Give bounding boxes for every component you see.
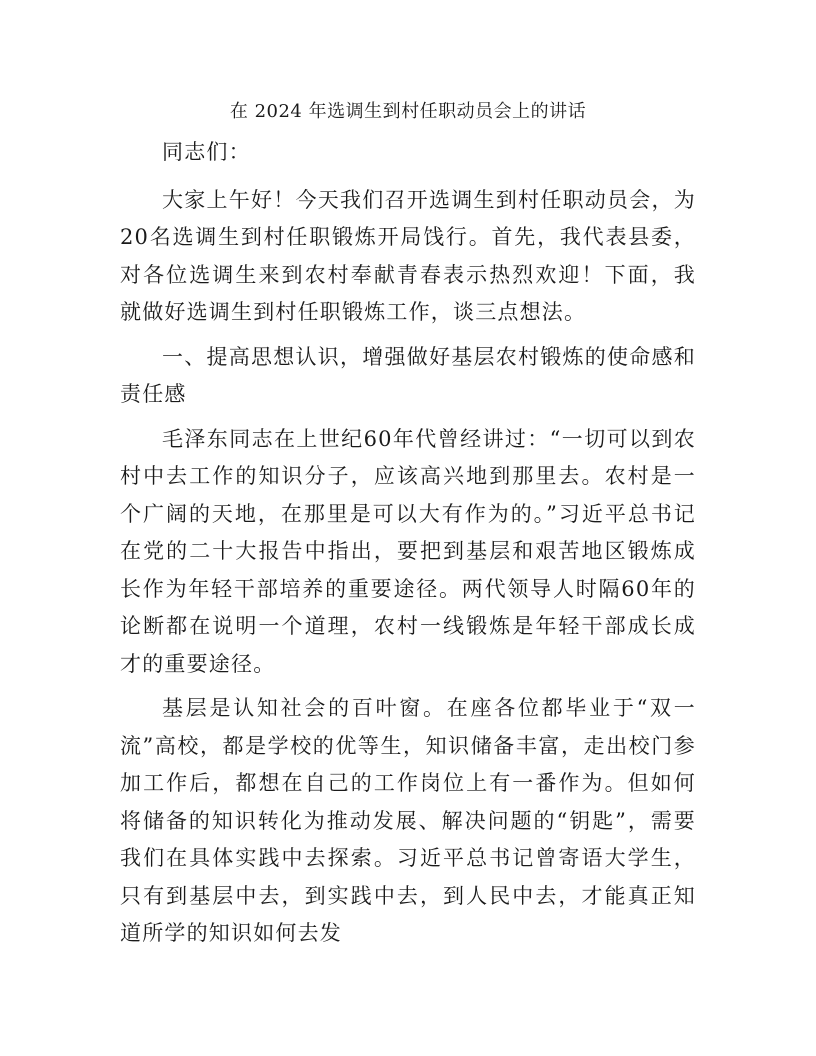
- section-heading-1: 一、提高思想认识，增强做好基层农村锻炼的使命感和责任感: [120, 344, 696, 406]
- paragraph-opening: 大家上午好！今天我们召开选调生到村任职动员会，为 20名选调生到村任职锻炼开局饯行。首先，我代表县委，对各位选调生来到农村奉献青春表示热烈欢迎！下面，我就做好选调生到村任职锻炼工作，谈三点想法。: [120, 187, 696, 324]
- paragraph-grassroots: 基层是认知社会的百叶窗。在座各位都毕业于“双一流”高校，都是学校的优等生，知识储备丰富，走出校门参加工作后，都想在自己的工作岗位上有一番作为。但如何将储备的知识转化为推动发展、解决问题的“钥匙”，需要我们在具体实践中去探索。习近平总书记曾寄语大学生，只有到基层中去，到实践中去，到人民中去，才能真正知道所学的知识如何去发: [120, 696, 696, 945]
- paragraph-mao-quote: 毛泽东同志在上世纪60年代曾经讲过：“一切可以到农村中去工作的知识分子，应该高兴地到那里去。农村是一个广阔的天地，在那里是可以大有作为的。”习近平总书记在党的二十大报告中指出，要把到基层和艰苦地区锻炼成长作为年轻干部培养的重要途径。两代领导人时隔60年的论断都在说明一个道理，农村一线锻炼是年轻干部成长成才的重要途径。: [120, 426, 696, 676]
- document-page: [120, 94, 696, 960]
- document-title: 在 2024 年选调生到村任职动员会上的讲话: [229, 101, 587, 122]
- salutation: 同志们：: [162, 140, 251, 164]
